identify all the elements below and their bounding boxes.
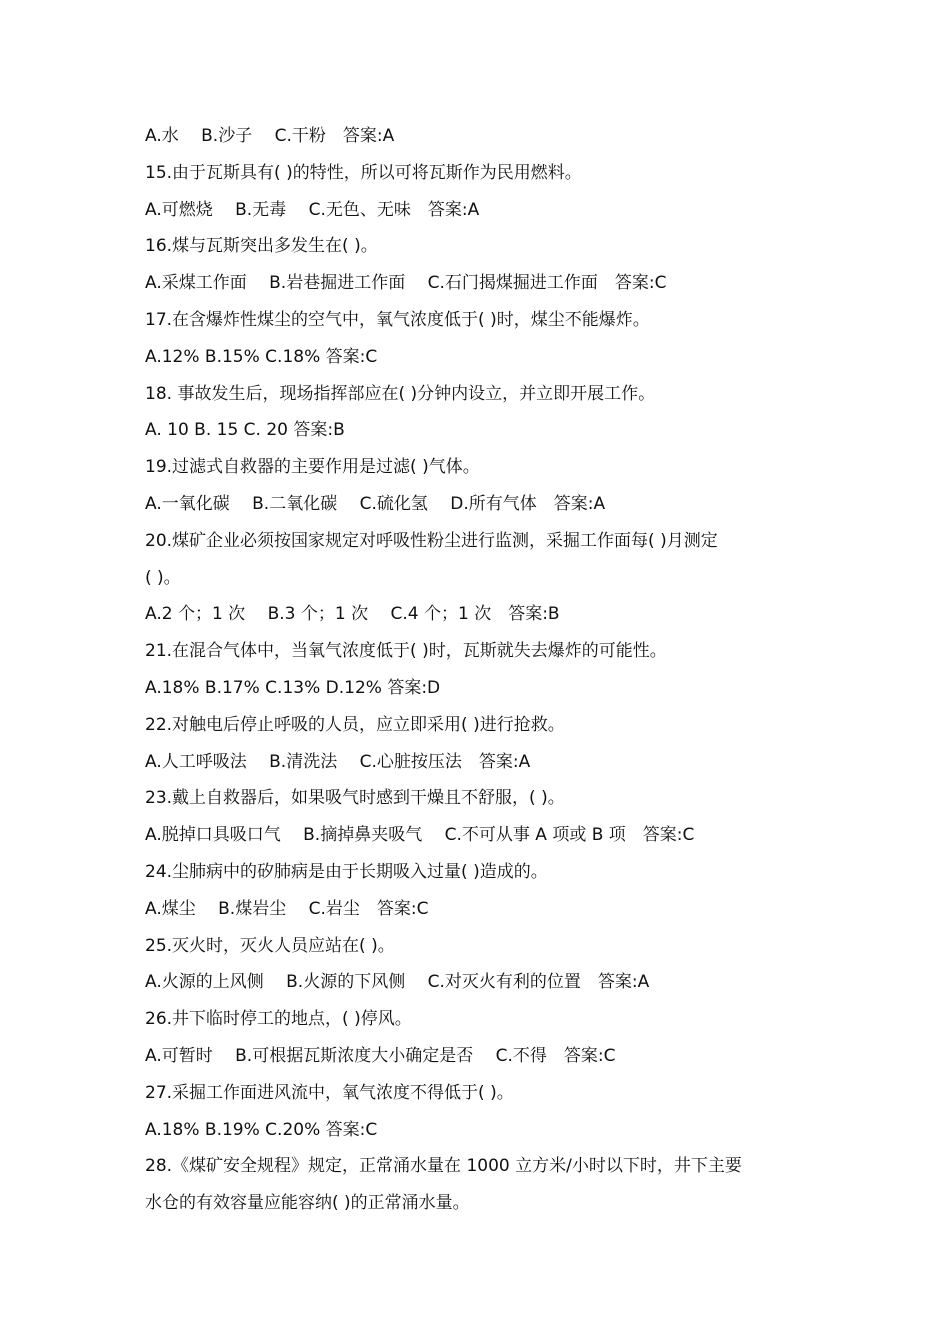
answer-options-17: A.12% B.15% C.18% 答案:C — [145, 346, 378, 367]
question-17: 17.在含爆炸性煤尘的空气中，氧气浓度低于( )时，煤尘不能爆炸。 — [145, 309, 650, 330]
question-26: 26.井下临时停工的地点，( )停风。 — [145, 1009, 412, 1030]
answer-options-22: A.人工呼吸法 B.清洗法 C.心脏按压法 答案:A — [145, 751, 531, 772]
question-28-line-2: 水仓的有效容量应能容纳( )的正常涌水量。 — [145, 1193, 470, 1214]
question-18: 18. 事故发生后，现场指挥部应在( )分钟内设立，并立即开展工作。 — [145, 383, 656, 404]
question-16: 16.煤与瓦斯突出多发生在( )。 — [145, 236, 378, 257]
question-21: 21.在混合气体中，当氧气浓度低于( )时，瓦斯就失去爆炸的可能性。 — [145, 641, 667, 662]
answer-options-27: A.18% B.19% C.20% 答案:C — [145, 1119, 378, 1140]
question-28-line-1: 28.《煤矿安全规程》规定，正常涌水量在 1000 立方米/小时以下时，井下主要 — [145, 1156, 742, 1177]
answer-options-23: A.脱掉口具吸口气 B.摘掉鼻夹吸气 C.不可从事 A 项或 B 项 答案:C — [145, 825, 695, 846]
answer-options-14: A.水 B.沙子 C.干粉 答案:A — [145, 126, 395, 146]
question-20-line-2: ( )。 — [145, 567, 181, 588]
question-22: 22.对触电后停止呼吸的人员，应立即采用( )进行抢救。 — [145, 714, 565, 735]
document-body — [145, 118, 815, 1222]
answer-options-20: A.2 个；1 次 B.3 个；1 次 C.4 个；1 次 答案:B — [145, 604, 560, 625]
question-19: 19.过滤式自救器的主要作用是过滤( )气体。 — [145, 457, 480, 478]
answer-options-15: A.可燃烧 B.无毒 C.无色、无味 答案:A — [145, 199, 480, 220]
answer-options-21: A.18% B.17% C.13% D.12% 答案:D — [145, 677, 441, 698]
answer-options-26: A.可暂时 B.可根据瓦斯浓度大小确定是否 C.不得 答案:C — [145, 1045, 616, 1066]
answer-options-18: A. 10 B. 15 C. 20 答案:B — [145, 420, 345, 441]
answer-options-19: A.一氧化碳 B.二氧化碳 C.硫化氢 D.所有气体 答案:A — [145, 493, 606, 514]
answer-options-16: A.采煤工作面 B.岩巷掘进工作面 C.石门揭煤掘进工作面 答案:C — [145, 273, 667, 294]
question-25: 25.灭火时，灭火人员应站在( )。 — [145, 935, 395, 956]
question-27: 27.采掘工作面进风流中，氧气浓度不得低于( )。 — [145, 1082, 514, 1103]
answer-options-25: A.火源的上风侧 B.火源的下风侧 C.对灭火有利的位置 答案:A — [145, 972, 650, 993]
question-20-line-1: 20.煤矿企业必须按国家规定对呼吸性粉尘进行监测，采掘工作面每( )月测定 — [145, 530, 718, 551]
question-24: 24.尘肺病中的矽肺病是由于长期吸入过量( )造成的。 — [145, 861, 548, 882]
question-23: 23.戴上自救器后，如果吸气时感到干燥且不舒服，( )。 — [145, 788, 565, 809]
answer-options-24: A.煤尘 B.煤岩尘 C.岩尘 答案:C — [145, 898, 429, 919]
question-15: 15.由于瓦斯具有( )的特性，所以可将瓦斯作为民用燃料。 — [145, 162, 582, 183]
